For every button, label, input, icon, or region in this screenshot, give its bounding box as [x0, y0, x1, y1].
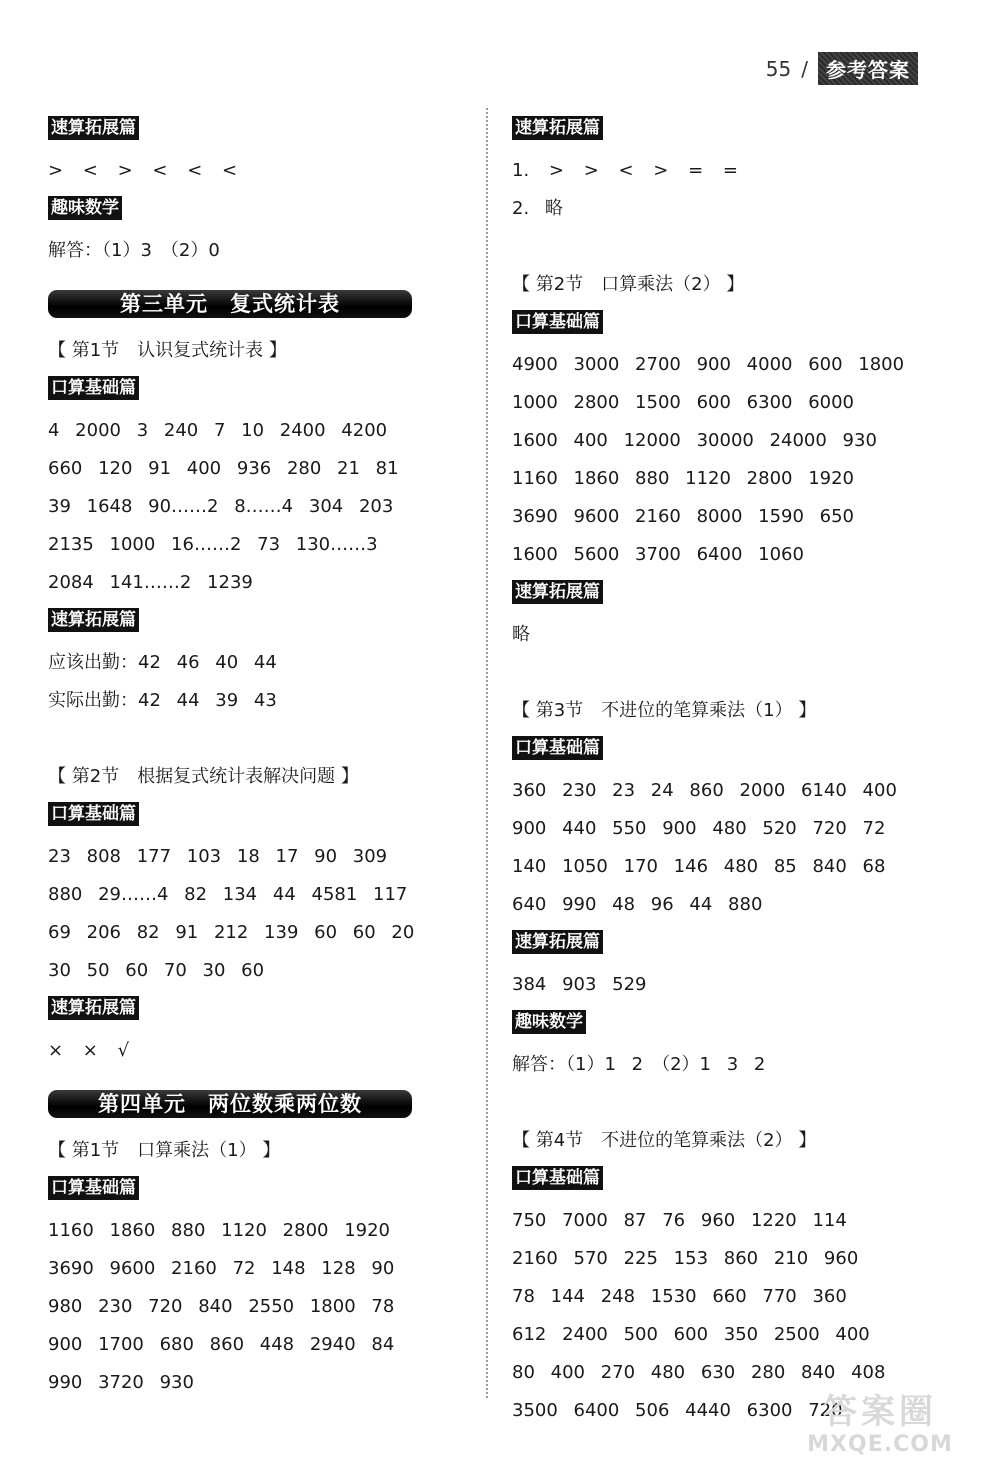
- section-tag: 速算拓展篇: [48, 996, 139, 1020]
- section-tag: 速算拓展篇: [512, 116, 603, 140]
- answer-row: 应该出勤：42 46 40 44: [48, 652, 277, 673]
- section-title: 【 第3节 不进位的笔算乘法（1） 】: [512, 700, 817, 721]
- answer-row: 80 400 270 480 630 280 840 408: [512, 1362, 886, 1383]
- watermark-url: MXQE.COM: [807, 1432, 953, 1457]
- unit-title: 第三单元 复式统计表: [48, 290, 412, 318]
- answer-row: 78 144 248 1530 660 770 360: [512, 1286, 847, 1307]
- section-tag: 口算基础篇: [48, 376, 139, 400]
- answer-row: 1160 1860 880 1120 2800 1920: [512, 468, 855, 489]
- answer-row: 实际出勤：42 44 39 43: [48, 690, 277, 711]
- header-tag: 参考答案: [818, 52, 918, 85]
- answer-row: 750 7000 87 76 960 1220 114: [512, 1210, 847, 1231]
- section-tag: 趣味数学: [48, 196, 122, 220]
- answer-row: 23 808 177 103 18 17 90 309: [48, 846, 388, 867]
- answer-row: 612 2400 500 600 350 2500 400: [512, 1324, 870, 1345]
- section-title: 【 第1节 口算乘法（1） 】: [48, 1140, 281, 1161]
- section-tag: 速算拓展篇: [48, 608, 139, 632]
- section-title: 【 第4节 不进位的笔算乘法（2） 】: [512, 1130, 817, 1151]
- column-divider: [486, 108, 488, 1398]
- section-title: 【 第1节 认识复式统计表 】: [48, 340, 287, 361]
- page-number: 55: [765, 56, 792, 81]
- section-tag: 口算基础篇: [512, 736, 603, 760]
- section-tag: 速算拓展篇: [512, 580, 603, 604]
- unit-title: 第四单元 两位数乘两位数: [48, 1090, 412, 1118]
- header-slash: /: [801, 56, 808, 81]
- answer-row: 30 50 60 70 30 60: [48, 960, 265, 981]
- section-tag: 口算基础篇: [512, 310, 603, 334]
- answer-row: 39 1648 90……2 8……4 304 203: [48, 496, 394, 517]
- answer-row: 2160 570 225 153 860 210 960: [512, 1248, 859, 1269]
- answer-row: 3690 9600 2160 8000 1590 650: [512, 506, 855, 527]
- section-tag: 速算拓展篇: [512, 930, 603, 954]
- answer-row: 1. > > < > = =: [512, 160, 738, 181]
- answer-row: × × √: [48, 1040, 130, 1061]
- answer-row: 640 990 48 96 44 880: [512, 894, 763, 915]
- section-tag: 趣味数学: [512, 1010, 586, 1034]
- right-column: [512, 112, 952, 1430]
- answer-row: 900 440 550 900 480 520 720 72: [512, 818, 886, 839]
- answer-row: 解答：（1）3 （2）0: [48, 240, 220, 261]
- answer-row: 1600 5600 3700 6400 1060: [512, 544, 804, 565]
- answer-row: 980 230 720 840 2550 1800 78: [48, 1296, 395, 1317]
- answer-row: 1600 400 12000 30000 24000 930: [512, 430, 877, 451]
- answer-row: 2. 略: [512, 198, 563, 219]
- watermark-text: 答案圈: [823, 1392, 937, 1432]
- page-header: [766, 52, 918, 85]
- section-tag: 口算基础篇: [48, 802, 139, 826]
- answer-row: 3690 9600 2160 72 148 128 90: [48, 1258, 395, 1279]
- answer-row: 解答：（1）1 2 （2）1 3 2: [512, 1054, 766, 1075]
- section-tag: 速算拓展篇: [48, 116, 139, 140]
- answer-row: 990 3720 930: [48, 1372, 194, 1393]
- section-title: 【 第2节 根据复式统计表解决问题 】: [48, 766, 359, 787]
- watermark: [790, 1392, 970, 1468]
- left-column: [48, 112, 448, 1402]
- answer-row: 4900 3000 2700 900 4000 600 1800: [512, 354, 905, 375]
- answer-row: 69 206 82 91 212 139 60 60 20: [48, 922, 415, 943]
- answer-row: 1160 1860 880 1120 2800 1920: [48, 1220, 391, 1241]
- answer-row: > < > < < <: [48, 160, 238, 181]
- section-tag: 口算基础篇: [48, 1176, 139, 1200]
- answer-row: 2135 1000 16……2 73 130……3: [48, 534, 378, 555]
- answer-row: 4 2000 3 240 7 10 2400 4200: [48, 420, 388, 441]
- section-title: 【 第2节 口算乘法（2） 】: [512, 274, 745, 295]
- answer-row: 3500 6400 506 4440 6300 720: [512, 1400, 843, 1421]
- answer-row: 360 230 23 24 860 2000 6140 400: [512, 780, 897, 801]
- answer-row: 略: [512, 624, 530, 645]
- answer-row: 384 903 529: [512, 974, 647, 995]
- section-tag: 口算基础篇: [512, 1166, 603, 1190]
- answer-row: 140 1050 170 146 480 85 840 68: [512, 856, 886, 877]
- answer-row: 900 1700 680 860 448 2940 84: [48, 1334, 395, 1355]
- answer-row: 660 120 91 400 936 280 21 81: [48, 458, 399, 479]
- answer-row: 2084 141……2 1239: [48, 572, 253, 593]
- answer-row: 880 29……4 82 134 44 4581 117: [48, 884, 408, 905]
- answer-row: 1000 2800 1500 600 6300 6000: [512, 392, 855, 413]
